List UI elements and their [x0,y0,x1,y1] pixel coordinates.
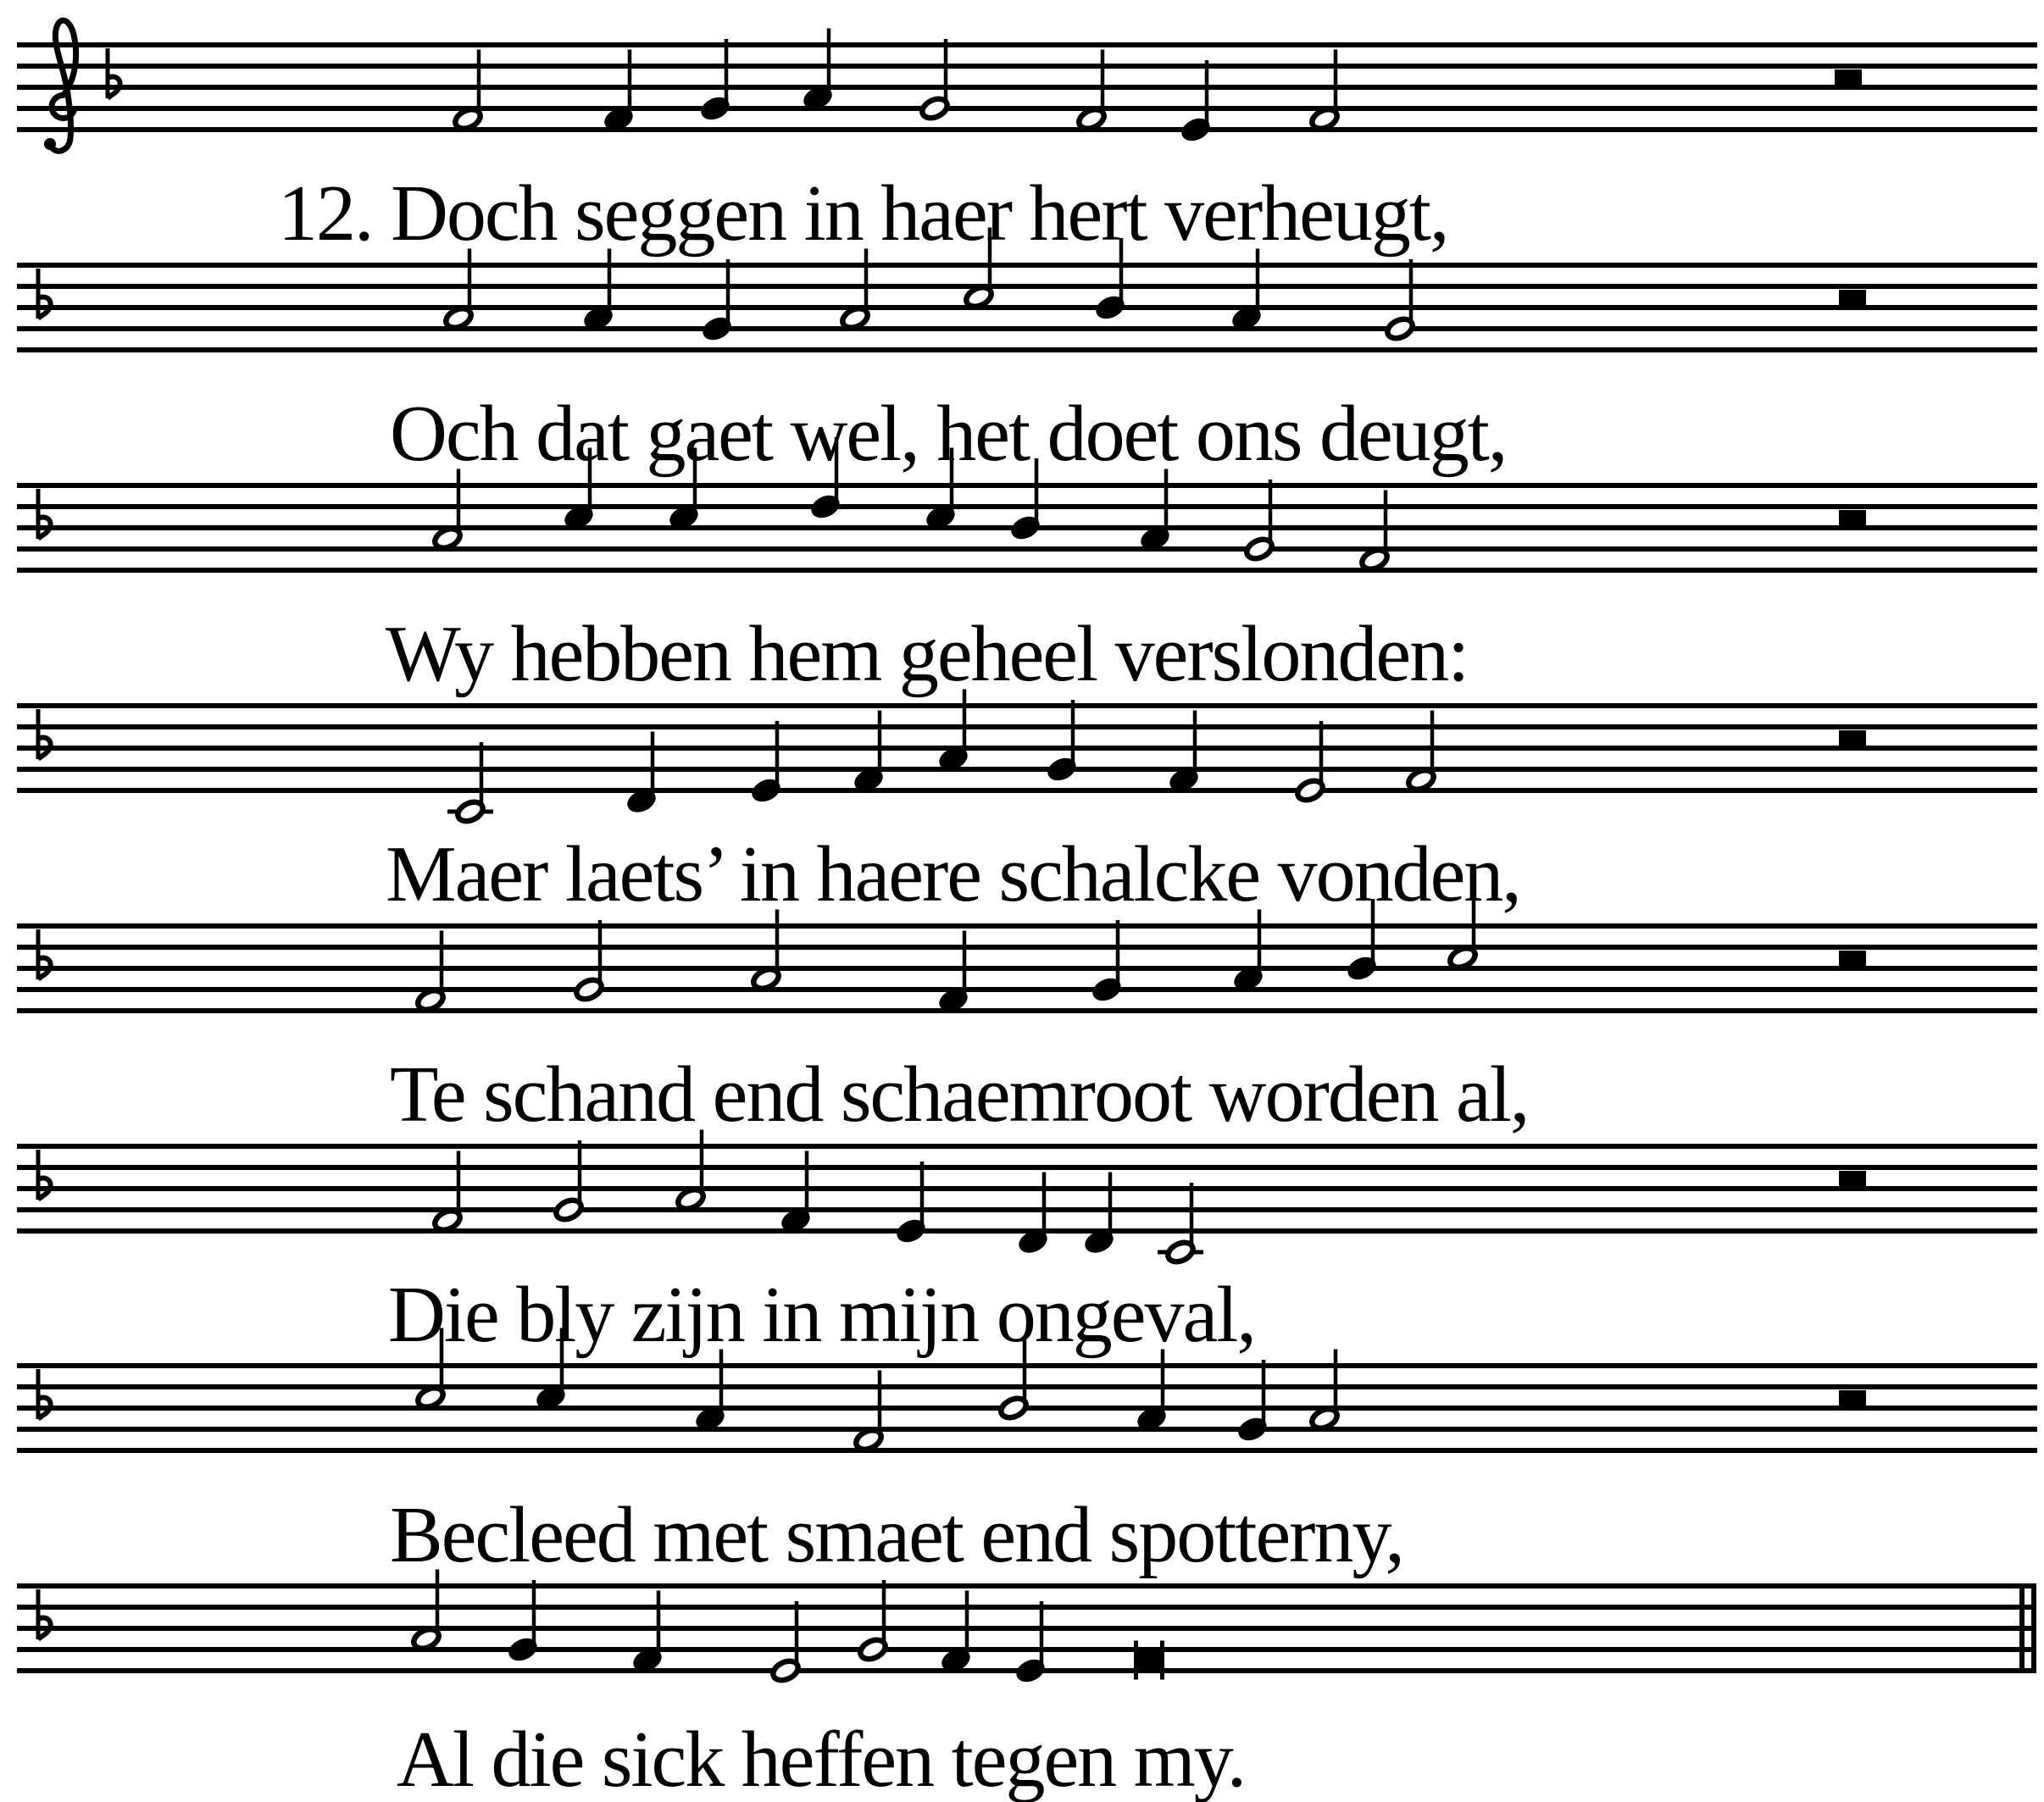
half-rest-icon [1839,951,1866,967]
note-G4-half [919,95,951,121]
half-rest-icon [1839,730,1866,746]
staff-line [17,263,2037,268]
staff-line [17,987,2037,992]
staff-line [17,127,2037,132]
staff-line [17,326,2037,331]
staff-line [17,305,2037,310]
note-Bb4-quarter [1095,294,1126,320]
half-rest-icon [1839,1171,1866,1187]
staff-line [17,1228,2037,1234]
flat-sign-icon [38,1369,51,1419]
flat-sign-icon [38,489,51,539]
flat-sign-icon [38,1589,51,1639]
staff-line [17,1384,2037,1389]
staff-line [17,42,2037,47]
staff-line [17,1144,2037,1149]
half-rest-icon [1839,510,1866,526]
note-G4-quarter [1237,1416,1269,1442]
staff-line [17,746,2037,751]
note-F4-breve [1134,1641,1164,1680]
half-rest-icon [1835,69,1862,86]
staff-line [17,1605,2035,1610]
note-G4-quarter [508,1636,539,1662]
lyric-line-2: Och dat gaet wel, het doet ons deugt, [390,390,1507,478]
note-E4-quarter [896,1217,927,1244]
staff-line [17,1008,2037,1013]
flat-sign-icon [108,48,120,98]
note-Bb4-half [998,1394,1030,1421]
staff-line [17,1363,2037,1368]
staff-line [17,966,2037,971]
flat-sign-icon [38,1150,51,1200]
staff-line [17,483,2037,488]
lyric-line-7: Becleed met smaet end spotterny, [390,1491,1403,1579]
note-G4-half [574,976,605,1002]
staff-line [17,568,2037,573]
note-G4-quarter [1091,976,1123,1002]
staff-line [17,1448,2037,1453]
half-rest-icon [1839,290,1866,306]
lyric-line-3: Wy hebben hem geheel verslonden: [386,610,1469,698]
staff-line [17,1626,2035,1631]
note-C4-half [1165,1239,1197,1265]
staff-line [17,1583,2035,1589]
note-G4-half [858,1636,889,1662]
note-G4-half [1244,535,1275,562]
staff-line [17,64,2037,69]
note-G4-quarter [700,95,731,121]
note-C4-half [455,798,486,824]
staff-line [17,788,2037,793]
note-E4-quarter [1180,116,1212,142]
lyric-line-4: Maer laets’ in haere schalcke vonden, [386,830,1520,918]
note-E4-half [770,1657,802,1683]
staff-line [17,945,2037,950]
note-G4-quarter [1047,756,1078,782]
staff-line [17,85,2037,90]
half-rest-icon [1839,1390,1866,1406]
lyric-line-5: Te schand end schaemroot worden al, [390,1051,1529,1139]
staff-line [17,1207,2037,1212]
staff-line [17,106,2037,111]
note-Bb4-quarter [1010,514,1041,541]
staff-line [17,703,2037,708]
flat-sign-icon [38,269,51,319]
note-Bb4-quarter [1347,955,1378,981]
note-G4-half [1385,315,1416,341]
staff-line [17,1427,2037,1432]
staff-line [17,1186,2037,1191]
flat-sign-icon [38,709,51,759]
note-E4-half [1295,777,1326,803]
note-G4-quarter [702,315,733,341]
staff-line [17,1165,2037,1170]
final-barline [2019,1583,2025,1673]
final-barline [2031,1583,2036,1673]
staff-line [17,767,2037,772]
staff-line [17,504,2037,509]
staff-line [17,1647,2035,1652]
system-4 [17,690,2037,825]
staff-line [17,546,2037,552]
staff-line [17,923,2037,929]
note-E4-quarter [1015,1657,1047,1683]
flat-sign-icon [38,929,51,979]
note-D5-quarter [810,493,841,519]
lyric-line-1: 12. Doch seggen in haer hert verheugt, [278,169,1448,258]
note-G4-half [553,1196,585,1223]
lyric-line-8: Al die sick heffen tegen my. [397,1716,1246,1802]
system-8 [17,1570,2036,1684]
staff-line [17,284,2037,289]
system-6 [17,1130,2037,1266]
system-1 [17,20,2037,151]
staff-line [17,347,2037,352]
staff-line [17,724,2037,729]
lyric-line-6: Die bly zijn in mijn ongeval, [388,1271,1255,1359]
note-E4-quarter [751,777,782,803]
